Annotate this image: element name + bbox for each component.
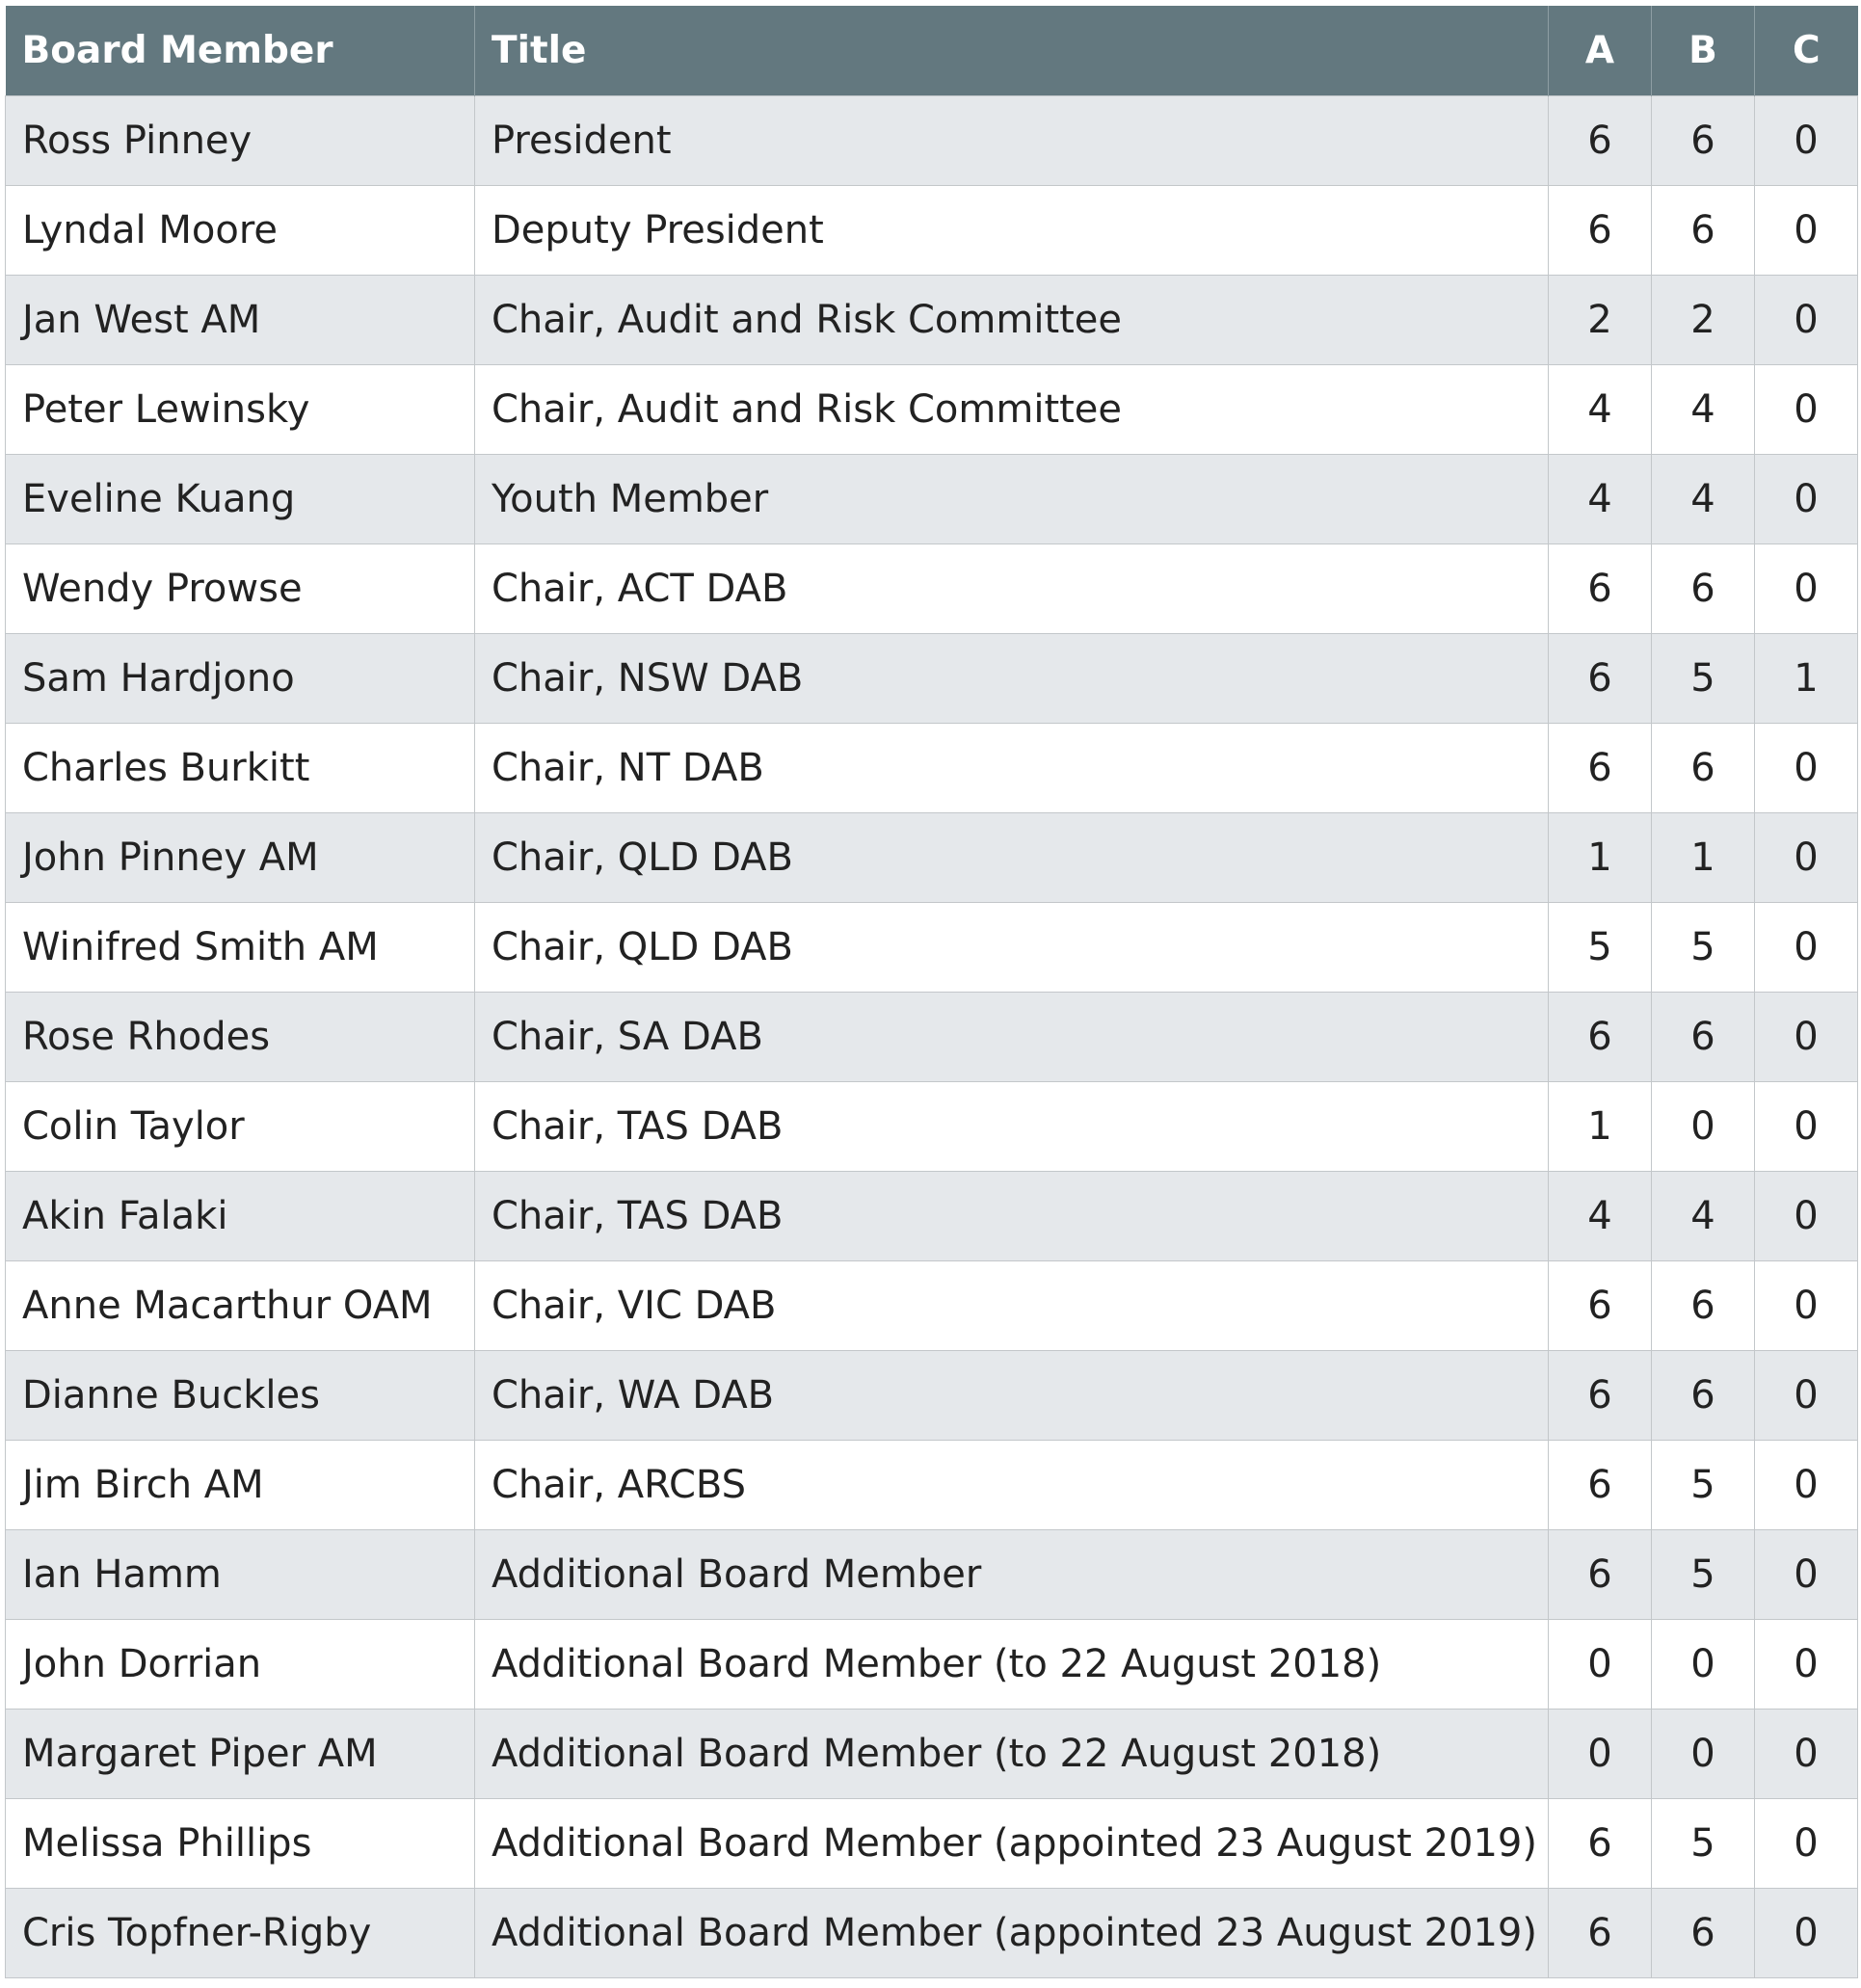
c-cell: 0 xyxy=(1755,1798,1858,1888)
board-member-cell: Akin Falaki xyxy=(6,1171,475,1260)
table-row xyxy=(6,1709,1858,1798)
a-cell: 1 xyxy=(1549,1081,1652,1171)
b-cell: 5 xyxy=(1652,633,1755,723)
board-member-cell: Peter Lewinsky xyxy=(6,364,475,454)
c-cell: 0 xyxy=(1755,992,1858,1081)
board-member-cell: John Dorrian xyxy=(6,1619,475,1709)
b-cell: 6 xyxy=(1652,543,1755,633)
a-cell: 6 xyxy=(1549,1260,1652,1350)
board-member-cell: Winifred Smith AM xyxy=(6,902,475,992)
a-cell: 6 xyxy=(1549,723,1652,812)
title-cell: Chair, ACT DAB xyxy=(475,543,1549,633)
b-cell: 0 xyxy=(1652,1081,1755,1171)
board-attendance-table xyxy=(5,6,1858,1978)
title-cell: Additional Board Member (to 22 August 2018) xyxy=(475,1619,1549,1709)
title-cell: Additional Board Member xyxy=(475,1529,1549,1619)
table-row xyxy=(6,1529,1858,1619)
c-cell: 0 xyxy=(1755,1888,1858,1977)
c-cell: 0 xyxy=(1755,812,1858,902)
board-member-cell: Margaret Piper AM xyxy=(6,1709,475,1798)
a-cell: 6 xyxy=(1549,543,1652,633)
b-cell: 2 xyxy=(1652,275,1755,364)
c-cell: 0 xyxy=(1755,1529,1858,1619)
table-row xyxy=(6,723,1858,812)
c-cell: 0 xyxy=(1755,1440,1858,1529)
table-row xyxy=(6,275,1858,364)
a-cell: 6 xyxy=(1549,1440,1652,1529)
table-row xyxy=(6,1619,1858,1709)
table-row xyxy=(6,95,1858,185)
table-row xyxy=(6,1350,1858,1440)
header-a: A xyxy=(1549,6,1652,95)
c-cell: 0 xyxy=(1755,1709,1858,1798)
b-cell: 0 xyxy=(1652,1619,1755,1709)
header-row xyxy=(6,6,1858,95)
b-cell: 6 xyxy=(1652,95,1755,185)
title-cell: Chair, QLD DAB xyxy=(475,902,1549,992)
c-cell: 0 xyxy=(1755,902,1858,992)
a-cell: 6 xyxy=(1549,1888,1652,1977)
a-cell: 4 xyxy=(1549,1171,1652,1260)
table-row xyxy=(6,543,1858,633)
c-cell: 0 xyxy=(1755,364,1858,454)
board-member-cell: Jim Birch AM xyxy=(6,1440,475,1529)
a-cell: 0 xyxy=(1549,1709,1652,1798)
title-cell: Chair, Audit and Risk Committee xyxy=(475,275,1549,364)
table-row xyxy=(6,1440,1858,1529)
b-cell: 6 xyxy=(1652,992,1755,1081)
board-member-cell: Colin Taylor xyxy=(6,1081,475,1171)
a-cell: 0 xyxy=(1549,1619,1652,1709)
header-board-member: Board Member xyxy=(6,6,475,95)
a-cell: 4 xyxy=(1549,454,1652,543)
title-cell: Chair, ARCBS xyxy=(475,1440,1549,1529)
title-cell: Additional Board Member (appointed 23 August 2019) xyxy=(475,1888,1549,1977)
table-row xyxy=(6,902,1858,992)
a-cell: 5 xyxy=(1549,902,1652,992)
header-title: Title xyxy=(475,6,1549,95)
c-cell: 0 xyxy=(1755,543,1858,633)
c-cell: 0 xyxy=(1755,1260,1858,1350)
a-cell: 6 xyxy=(1549,1798,1652,1888)
table-row xyxy=(6,633,1858,723)
board-member-cell: Eveline Kuang xyxy=(6,454,475,543)
a-cell: 6 xyxy=(1549,95,1652,185)
b-cell: 6 xyxy=(1652,1888,1755,1977)
a-cell: 6 xyxy=(1549,1529,1652,1619)
b-cell: 1 xyxy=(1652,812,1755,902)
c-cell: 0 xyxy=(1755,1171,1858,1260)
board-member-cell: Wendy Prowse xyxy=(6,543,475,633)
header-c: C xyxy=(1792,28,1821,72)
c-cell: 1 xyxy=(1755,633,1858,723)
b-cell: 0 xyxy=(1652,1709,1755,1798)
title-cell: Youth Member xyxy=(475,454,1549,543)
table-row xyxy=(6,454,1858,543)
table-row xyxy=(6,185,1858,275)
b-cell: 4 xyxy=(1652,364,1755,454)
title-cell: Chair, TAS DAB xyxy=(475,1171,1549,1260)
c-cell: 0 xyxy=(1755,454,1858,543)
header-b: B xyxy=(1652,6,1755,95)
a-cell: 6 xyxy=(1549,1350,1652,1440)
table-row xyxy=(6,992,1858,1081)
b-cell: 5 xyxy=(1652,1440,1755,1529)
table-row xyxy=(6,1798,1858,1888)
board-member-cell: Rose Rhodes xyxy=(6,992,475,1081)
b-cell: 5 xyxy=(1652,902,1755,992)
a-cell: 1 xyxy=(1549,812,1652,902)
title-cell: Chair, WA DAB xyxy=(475,1350,1549,1440)
board-member-cell: John Pinney AM xyxy=(6,812,475,902)
c-cell: 0 xyxy=(1755,185,1858,275)
a-cell: 2 xyxy=(1549,275,1652,364)
title-cell: Chair, Audit and Risk Committee xyxy=(475,364,1549,454)
table-body xyxy=(6,95,1858,1977)
b-cell: 4 xyxy=(1652,454,1755,543)
board-member-cell: Ross Pinney xyxy=(6,95,475,185)
table-row xyxy=(6,1260,1858,1350)
board-member-cell: Dianne Buckles xyxy=(6,1350,475,1440)
c-cell: 0 xyxy=(1755,723,1858,812)
c-cell: 0 xyxy=(1755,1081,1858,1171)
c-cell: 0 xyxy=(1755,95,1858,185)
table-row xyxy=(6,812,1858,902)
table-row xyxy=(6,364,1858,454)
b-cell: 5 xyxy=(1652,1529,1755,1619)
b-cell: 5 xyxy=(1652,1798,1755,1888)
title-cell: Chair, SA DAB xyxy=(475,992,1549,1081)
b-cell: 6 xyxy=(1652,185,1755,275)
title-cell: Additional Board Member (to 22 August 2018) xyxy=(475,1709,1549,1798)
a-cell: 6 xyxy=(1549,633,1652,723)
board-member-cell: Ian Hamm xyxy=(6,1529,475,1619)
b-cell: 6 xyxy=(1652,1350,1755,1440)
a-cell: 4 xyxy=(1549,364,1652,454)
table-row xyxy=(6,1081,1858,1171)
board-member-cell: Sam Hardjono xyxy=(6,633,475,723)
table-header xyxy=(6,6,1858,95)
title-cell: Chair, NSW DAB xyxy=(475,633,1549,723)
b-cell: 6 xyxy=(1652,723,1755,812)
c-cell: 0 xyxy=(1755,1619,1858,1709)
title-cell: Chair, VIC DAB xyxy=(475,1260,1549,1350)
board-member-cell: Cris Topfner-Rigby xyxy=(6,1888,475,1977)
c-cell: 0 xyxy=(1755,1350,1858,1440)
title-cell: Chair, NT DAB xyxy=(475,723,1549,812)
b-cell: 4 xyxy=(1652,1171,1755,1260)
board-member-cell: Charles Burkitt xyxy=(6,723,475,812)
b-cell: 6 xyxy=(1652,1260,1755,1350)
title-cell: Deputy President xyxy=(475,185,1549,275)
a-cell: 6 xyxy=(1549,185,1652,275)
board-member-cell: Jan West AM xyxy=(6,275,475,364)
board-member-cell: Lyndal Moore xyxy=(6,185,475,275)
a-cell: 6 xyxy=(1549,992,1652,1081)
title-cell: Additional Board Member (appointed 23 August 2019) xyxy=(475,1798,1549,1888)
title-cell: President xyxy=(475,95,1549,185)
board-member-cell: Melissa Phillips xyxy=(6,1798,475,1888)
table-row xyxy=(6,1888,1858,1977)
title-cell: Chair, TAS DAB xyxy=(475,1081,1549,1171)
title-cell: Chair, QLD DAB xyxy=(475,812,1549,902)
board-member-cell: Anne Macarthur OAM xyxy=(6,1260,475,1350)
c-cell: 0 xyxy=(1755,275,1858,364)
table-row xyxy=(6,1171,1858,1260)
